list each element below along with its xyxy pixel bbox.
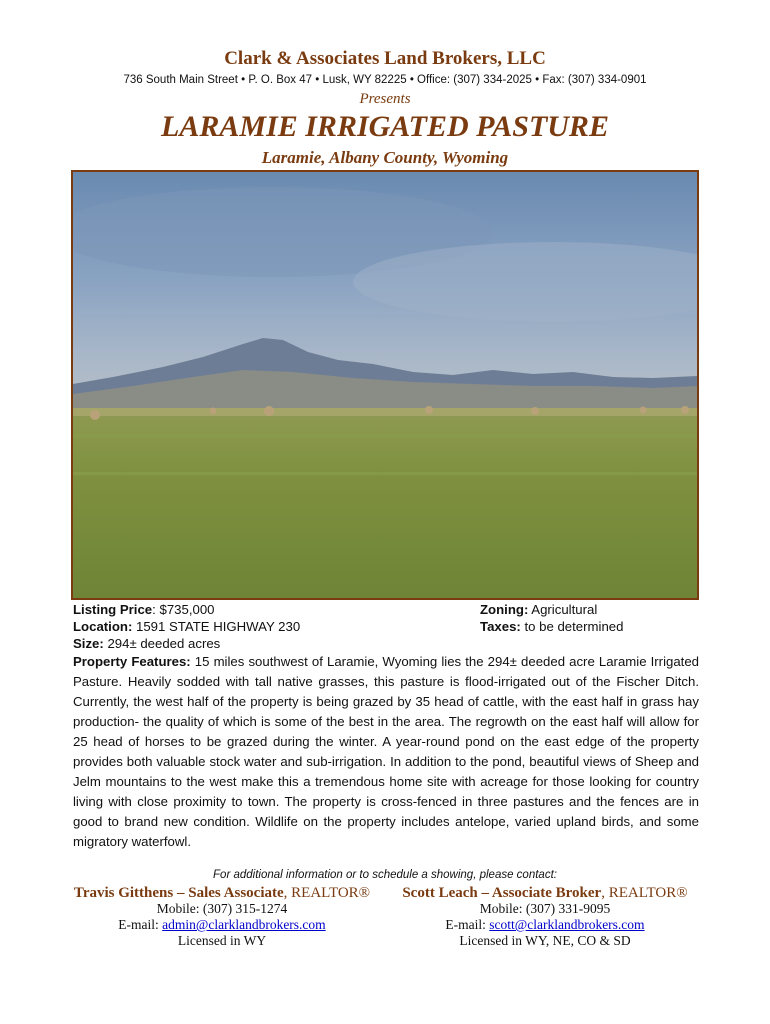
presents-label: Presents — [359, 91, 411, 107]
property-photo — [71, 170, 699, 600]
property-features — [73, 652, 699, 852]
agent-name-bold: Scott Leach – Associate Broker — [402, 885, 602, 901]
company-address: 736 South Main Street • P. O. Box 47 • Lusk, WY 82225 • Office: (307) 334-2025 • Fax: (307) 334-0901 — [123, 74, 647, 86]
facts-row-location-taxes — [73, 618, 699, 635]
agent-email-label: E-mail: — [118, 917, 163, 932]
taxes-value: to be determined — [520, 619, 624, 634]
agent-name — [52, 885, 392, 901]
agent-mobile: Mobile: (307) 331-9095 — [479, 901, 611, 916]
taxes — [480, 618, 623, 635]
agent-email-line — [52, 917, 392, 933]
contact-note: For additional information or to schedule a showing, please contact: — [213, 869, 557, 881]
size — [73, 635, 220, 652]
zoning-label: Zoning: — [480, 602, 529, 617]
agent-name-bold: Travis Gitthens – Sales Associate — [73, 885, 284, 901]
agent-email-link[interactable]: admin@clarklandbrokers.com — [162, 917, 326, 932]
agent-email-label: E-mail: — [445, 917, 490, 932]
company-name: Clark & Associates Land Brokers, LLC — [224, 48, 546, 69]
location-label: Location: — [73, 619, 133, 634]
property-facts — [73, 601, 699, 852]
agent-email-link[interactable]: scott@clarklandbrokers.com — [489, 917, 645, 932]
property-title: LARAMIE IRRIGATED PASTURE — [161, 110, 609, 143]
agent-license: Licensed in WY, NE, CO & SD — [459, 933, 631, 948]
agent-title: , REALTOR® — [601, 885, 688, 901]
agent-license: Licensed in WY — [177, 933, 267, 948]
agent-mobile: Mobile: (307) 315-1274 — [156, 901, 288, 916]
agent-card-scott — [375, 885, 715, 949]
size-label: Size: — [73, 636, 104, 651]
property-features-label: Property Features: — [73, 654, 191, 669]
size-value: 294± deeded acres — [103, 636, 221, 651]
property-location-subtitle: Laramie, Albany County, Wyoming — [261, 148, 509, 167]
facts-row-size — [73, 635, 699, 652]
taxes-label: Taxes: — [480, 619, 521, 634]
zoning — [480, 601, 597, 618]
property-features-text: 15 miles southwest of Laramie, Wyoming lies the 294± deeded acre Laramie Irrigated Pasture. Heavily sodded with tall native grasses, this pasture is flood-irrigated out of the Fischer Ditch. Currently, the west half of the property is being grazed by 35 head of cattle, with the east half in grass hay production- the quality of which is some of the best in the area. The regrowth on the east half will allow for 25 head of horses to be grazed during the winter. A year-round pond on the east edge of the property provides both valuable stock water and sub-irrigation. In addition to the pond, beautiful views of Sheep and Jelm mountains to the west make this a tremendous home site with acreage for those looking for country living with close proximity to town. The property is cross-fenced in three pastures and the fences are in good to brand new condition. Wildlife on the property includes antelope, varied upland birds, and some migratory waterfowl. — [73, 654, 699, 849]
zoning-value: Agricultural — [528, 602, 598, 617]
agent-email-line — [375, 917, 715, 933]
agent-name — [375, 885, 715, 901]
location — [73, 618, 300, 635]
agent-title: , REALTOR® — [283, 885, 371, 901]
location-value: 1591 STATE HIGHWAY 230 — [132, 619, 301, 634]
listing-price — [73, 601, 215, 618]
facts-row-price-zoning — [73, 601, 699, 618]
listing-price-label: Listing Price — [73, 602, 153, 617]
listing-price-value: : $735,000 — [152, 602, 215, 617]
agent-card-travis — [52, 885, 392, 949]
